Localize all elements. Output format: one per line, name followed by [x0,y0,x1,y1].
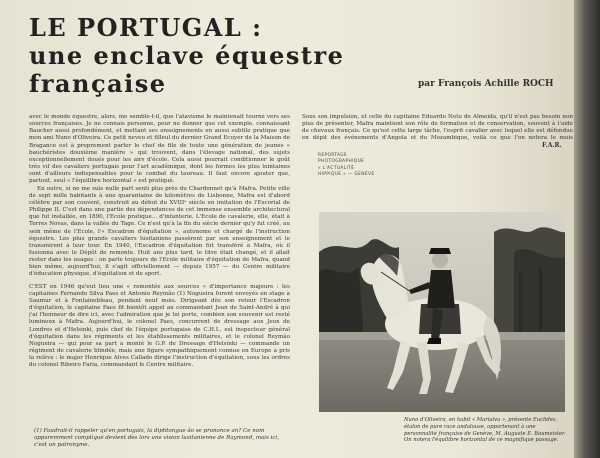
photo-caption: Nuno d'Oliveira, en habit « Marialva », présente Euclides, étalon de pure race andalouse, appartenant à une personnalité française de Genève, M. Auguste E. Baumeister. On notera l'équilibre horizontal de ce magnifique passage. [404,417,566,444]
body-paragraph: C'EST en 1946 qu'eut lieu une « remontée aux sources » d'importance majeure : les capitaines Fernando Silva Paes et Antonio Reymão (1) Nogueira furent envoyés en stage à Saumur et à Fontainebleau, pendant neuf mois. Dirigeant dès son retour l'Escadron d'équitation, le capitaine Paes fit bientôt appel au commandant Jean de Saint-André à qui j'ai l'honneur de dire ici, avec l'admiration que je lui porte, combien son souvenir est resté lumineux à Mafra. Aujourd'hui, le colonel Paes, concurrent de dressage aux Jeux de Londres et d'Helsinki, puis chef de l'équipe portugaise de C.H.I., est inspecteur général d'équitation dans les régiments et les établissements militaires, et le colonel Reymão Nogueira — qui pour sa part a monté le G.P. de Dressage d'Helsinki — commande un régiment de cavalerie blindée, mais une figure sympathiquement connue en Europe a pris la relève : le major Henrique Alves Callado dirige l'instruction d'équitation, sous les ordres du colonel Ribeiro Faria, commandant le Centre militaire. [29,283,290,369]
page-fold-shadow [574,0,600,458]
author-byline: par François Achille ROCH [418,79,554,89]
footnote: (1) Faudrait-il rappeler qu'en portugais, la diphtongue ão se prononce an? Ce nom apparemment compliqué devient dès lors une vision lusitanienne de Raymond, mais ici, c'est un patronyme. [34,428,279,448]
title-line-2: une enclave équestre [29,41,345,70]
photo-credit-line: HIPPIQUE » — GENÈVE [318,171,375,177]
body-text-right-column [302,114,573,142]
photo-credit-line: REPORTAGE [318,153,348,158]
title-line-3: française [29,69,167,98]
body-text-left-column [29,114,290,414]
title-line-1: LE PORTUGAL : [29,13,263,42]
body-paragraph: Sous son impulsion, et celle du capitaine Eduardo Neto de Almeida, qu'il n'est pas besoin non plus de présenter, Mafra maintient son rôle de formation et de conservation, souvent à l'aide de chevaux français. Ce qu'est cette large tâche, l'esprit cavalier avec lequel elle est défendue en dépit des événements d'Angola et du Mozambique, voilà ce que l'on notera le mois [302,114,573,142]
author-initials: F.A.R. [542,142,562,149]
photo-image [319,212,565,412]
body-paragraph: En outre, si ne me suis nulle part senti plus près du Chardonnet qu'à Mafra. Petite ville de sept mille habitants à une quarantaine de kilomètres de Lisbonne, Mafra est d'abord célèbre par son couvent, construit au début du XVIIIᵉ siècle en imitation de l'Escorial de Philippe II. C'est dans une partie des dépendances de cet immense ensemble architectural que fut installée, en 1890, l'Ecole pratique... d'infanterie. L'Ecole de cavalerie, elle, était à Torres Novas, dans la vallée du Tage. Ce n'est qu'à la fin du siècle dernier qu'y fut créé, au sein même de l'Ecole, l'« Escadron d'équitation », autonome et chargé de l'instruction équestre. Les plus grands cavaliers lusitaniens passèrent par son enseignement et le transmirent à leur tour. En 1940, l'Escadron d'équitation fut transféré à Mafra, où il fusionna avec le Dépôt de remonte. Huit ans plus tard, le titre était changé, et il allait rester dans les usages : on parle toujours de l'Ecole militaire d'équitation de Mafra, quand bien même, aujourd'hui, il s'agit officiellement — depuis 1957 — du Centre militaire d'éducation physique, d'équitation et de sport. [29,185,290,278]
body-paragraph: avec le monde équestre, alors, me semble-t-il, que l'atavisme le maintenait tourné vers ses sources françaises. Je ne connais personne, pour ne donner que cet exemple, connaissant Baucher aussi profondément, et mettant ses enseignements en aussi subtile pratique que mon ami Nuno d'Oliveira. Ce petit neveu et filleul du dernier Grand Ecuyer de la Maison de Bragance est à proprement parler le chef de file de toute une génération de jeunes « bauchéristes douxième manière » qui trouvent, dans l'élevage national, des sujets exceptionnellement doués pour les airs d'école. Cela aussi pourrait conditionner le goût très vif des cavaliers portugais pour l'art académique, dont les formes les plus lointaines sont d'ailleurs indispensables pour le combat du taureau. Il faut encore ajouter que, partout, seul « l'équilibre horizontal » est pratiqué. [29,114,290,185]
article-title [29,14,344,98]
horse-rider-photo [319,212,565,412]
photo-credit [318,153,374,178]
photo-credit-line: « L'ACTUALITÉ [318,165,355,171]
photo-credit-line: PHOTOGRAPHIQUE [318,159,365,165]
